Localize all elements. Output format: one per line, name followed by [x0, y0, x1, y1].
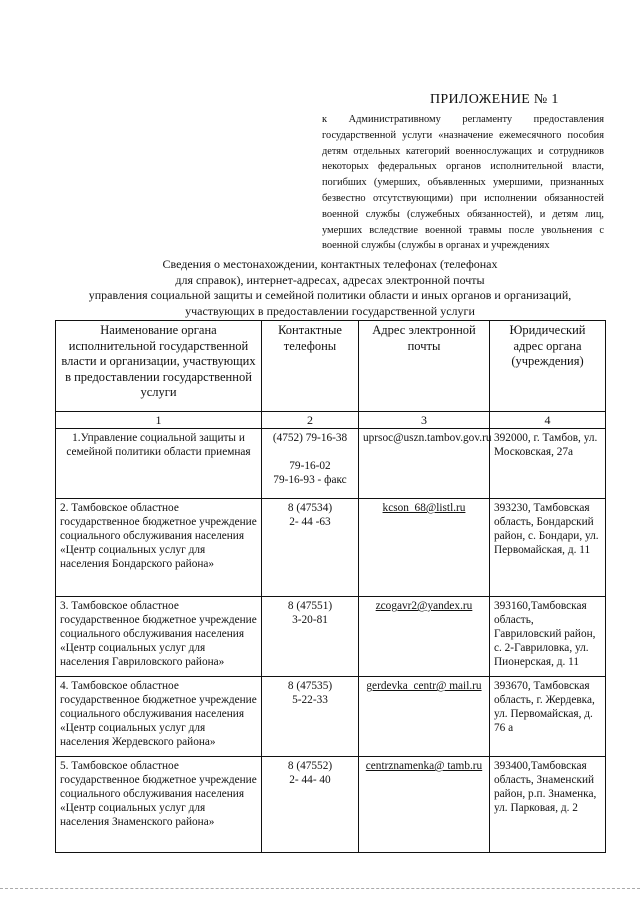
table-row: [56, 757, 606, 853]
org-address-cell: 392000, г. Тамбов, ул. Московская, 27а: [490, 429, 606, 499]
appendix-title: ПРИЛОЖЕНИЕ № 1: [430, 92, 559, 107]
org-email-cell: [359, 499, 490, 597]
heading-line: для справок), интернет-адресах, адресах электронной почты: [175, 272, 485, 287]
org-email-link[interactable]: zcogavr2@yandex.ru: [375, 600, 473, 612]
table-row: [56, 429, 606, 499]
org-phones-cell: 8 (47535) 5-22-33: [262, 677, 359, 757]
org-address-cell: 393160,Тамбовская область, Гавриловский район, с. 2-Гавриловка, ул. Пионерская, д. 11: [490, 597, 606, 677]
table-header-row: [56, 321, 606, 412]
org-address-cell: 393670, Тамбовская область, г. Жердевка, ул. Первомайская, д. 76 а: [490, 677, 606, 757]
scan-edge-line: [0, 888, 640, 889]
heading-line: участвующих в предоставлении государственной услуги: [185, 303, 475, 318]
org-email-cell: [359, 677, 490, 757]
appendix-reference: к Административному регламенту предоставления государственной услуги «назначение ежемесячного пособия детям отдельных категорий военнослужащих и сотрудников некоторых федеральных органов исполнительной власти, погибших (умерших, объявленных умершими, признанных безвестно отсутствующими) при исполнении обязанностей военной службы (служебных обязанностей), и детям лиц, умерших вследствие военной травмы после увольнения с военной службы (службы в органах и учреждениях: [322, 114, 604, 252]
table-row: [56, 499, 606, 597]
org-name-cell: 5. Тамбовское областное государственное бюджетное учреждение социального обслуживания населения «Центр социальных услуг для населения Знаменского района»: [56, 757, 262, 853]
org-phones-cell: 8 (47551) 3-20-81: [262, 597, 359, 677]
org-phones-cell: (4752) 79-16-38 79-16-02 79-16-93 - факс: [262, 429, 359, 499]
table-row: [56, 597, 606, 677]
column-header-address: Юридический адрес органа (учреждения): [490, 321, 606, 412]
org-name-cell: 1.Управление социальной защиты и семейной политики области приемная: [56, 429, 262, 499]
column-number: 4: [490, 412, 606, 429]
org-name-cell: 4. Тамбовское областное государственное бюджетное учреждение социального обслуживания населения «Центр социальных услуг для населения Жердевского района»: [56, 677, 262, 757]
org-address-cell: 393230, Тамбовская область, Бондарский район, с. Бондари, ул. Первомайская, д. 11: [490, 499, 606, 597]
column-number: 2: [262, 412, 359, 429]
column-number: 3: [359, 412, 490, 429]
organizations-table: [55, 320, 606, 853]
column-header-name: Наименование органа исполнительной государственной власти и организации, участвующих в предоставлении государственной услуги: [56, 321, 262, 412]
org-email-link[interactable]: centrznamenka@ tamb.ru: [365, 760, 483, 772]
document-heading: [60, 257, 600, 319]
column-number-row: [56, 412, 606, 429]
org-address-cell: 393400,Тамбовская область, Знаменский район, р.п. Знаменка, ул. Парковая, д. 2: [490, 757, 606, 853]
heading-line: управления социальной защиты и семейной политики области и иных органов и организаций,: [88, 288, 572, 302]
org-email-link[interactable]: gerdevka_centr@ mail.ru: [366, 680, 482, 692]
org-phones-cell: 8 (47552) 2- 44- 40: [262, 757, 359, 853]
org-email-link[interactable]: kcson_68@listl.ru: [382, 502, 466, 514]
org-email-cell: [359, 597, 490, 677]
org-email[interactable]: uprsoc@uszn.tambov.gov.ru: [363, 432, 492, 444]
column-number: 1: [56, 412, 262, 429]
column-header-email: Адрес электронной почты: [359, 321, 490, 412]
table-row: [56, 677, 606, 757]
org-email-cell: [359, 757, 490, 853]
heading-line: Сведения о местонахождении, контактных телефонах (телефонах: [162, 257, 498, 271]
org-name-cell: 3. Тамбовское областное государственное бюджетное учреждение социального обслуживания населения «Центр социальных услуг для населения Гавриловского района»: [56, 597, 262, 677]
org-name-cell: 2. Тамбовское областное государственное бюджетное учреждение социального обслуживания населения «Центр социальных услуг для населения Бондарского района»: [56, 499, 262, 597]
org-email-cell: [359, 429, 490, 499]
column-header-phones: Контактные телефоны: [262, 321, 359, 412]
org-phones-cell: 8 (47534) 2- 44 -63: [262, 499, 359, 597]
